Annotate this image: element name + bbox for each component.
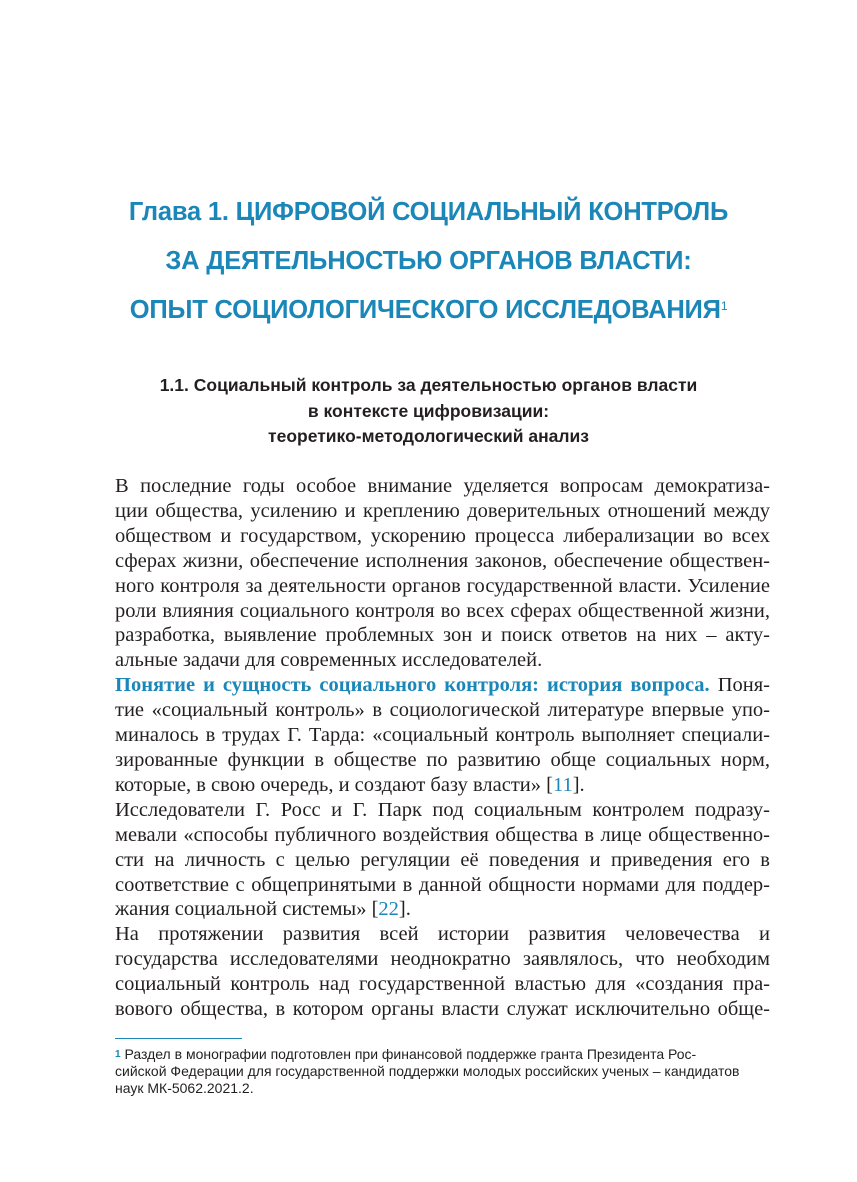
p4-line-4: вового общества, в котором органы власти служат исключительно обще-	[115, 998, 770, 1021]
p2-heading: Понятие и сущность социального контроля: история вопроса.	[115, 674, 710, 697]
chapter-title-line-2: ЗА ДЕЯТЕЛЬНОСТЬЮ ОРГАНОВ ВЛАСТИ:	[165, 247, 692, 275]
p4-line-3: социальный контроль над государственной властью для «создания пра-	[115, 973, 770, 996]
p4-line-1: На протяжении развития всей истории развития человечества и	[115, 923, 770, 946]
section-title-line-1: 1.1. Социальный контроль за деятельностью органов власти	[159, 375, 698, 395]
citation-11[interactable]: 11	[552, 773, 573, 796]
footnote-line-1-text: Раздел в монографии подготовлен при финансовой поддержке гранта Президента Рос-	[124, 1046, 697, 1062]
p2-line-4: зированные функции в обществе по развитию обще социальных норм,	[115, 748, 770, 771]
p2-line-5	[115, 773, 770, 798]
p1-line-4: сферах жизни, обеспечение исполнения законов, обеспечение обществен-	[115, 549, 770, 572]
p2-line-5-end: ].	[572, 773, 585, 796]
paragraph-1	[115, 474, 770, 673]
p2-line-5-text: которые, в свою очередь, и создают базу власти» [	[115, 773, 553, 796]
chapter-title-line-3-text: ОПЫТ СОЦИОЛОГИЧЕСКОГО ИССЛЕДОВАНИЯ	[129, 296, 721, 324]
p1-line-1	[115, 474, 770, 499]
p1-line-8: альные задачи для современных исследователей.	[115, 649, 543, 672]
p3-line-5-text: жания социальной системы» [	[115, 898, 379, 921]
footnote-line-3: наук МК-5062.2021.2.	[115, 1080, 254, 1096]
p3-line-3: сти на личность с целью регуляции её поведения и приведения его в	[115, 848, 770, 871]
chapter-title	[0, 188, 857, 335]
p2-line-1	[115, 673, 770, 698]
p1-line-7: разработка, выявление проблемных зон и поиск ответов на них – акту-	[115, 624, 770, 647]
chapter-title-line-1: Глава 1. ЦИФРОВОЙ СОЦИАЛЬНЫЙ КОНТРОЛЬ	[128, 198, 729, 226]
body-text	[115, 474, 770, 1022]
p3-line-5	[115, 897, 770, 922]
p3-line-4: соответствие с общепринятыми в данной общности нормами для поддер-	[115, 873, 770, 896]
p1-line-3: обществом и государством, ускорению процесса либерализации во всех	[115, 524, 770, 547]
p1-line-1-text: В последние годы особое внимание уделяется вопросам демократиза-	[115, 475, 770, 497]
citation-22[interactable]: 22	[378, 898, 399, 921]
paragraph-3	[115, 798, 770, 923]
chapter-footnote-mark[interactable]: 1	[720, 299, 728, 313]
p2-line-1-rest: Поня-	[717, 674, 770, 697]
p3-line-5-end: ].	[398, 898, 411, 921]
p2-line-3: миналось в трудах Г. Тарда: «социальный контроль выполняет специали-	[115, 724, 770, 747]
paragraph-4	[115, 922, 770, 1022]
footnote	[115, 1046, 770, 1097]
p3-line-2: мевали «способы публичного воздействия общества в лице общественно-	[115, 823, 770, 846]
footnote-line-2: сийской Федерации для государственной поддержки молодых российских ученых – кандидатов	[115, 1063, 740, 1079]
p3-line-1: Исследователи Г. Росс и Г. Парк под социальным контролем подразу-	[115, 798, 770, 821]
footnote-divider	[115, 1038, 242, 1039]
section-title-line-2: в контексте цифровизации:	[307, 400, 550, 421]
p1-line-6: роли влияния социального контроля во всех сферах общественной жизни,	[115, 599, 770, 622]
paragraph-2	[115, 673, 770, 798]
chapter-title-line-3	[0, 286, 857, 335]
section-title-line-3: теоретико-методологический анализ	[268, 426, 589, 446]
p4-line-2: государства исследователями неоднократно заявлялось, что необходим	[115, 948, 770, 971]
p1-line-5: ного контроля за деятельности органов государственной власти. Усиление	[115, 574, 770, 597]
p1-line-2: ции общества, усилению и креплению доверительных отношений между	[115, 499, 770, 522]
section-title	[0, 373, 857, 450]
footnote-line-1	[115, 1046, 770, 1063]
p2-line-2: тие «социальный контроль» в социологической литературе впервые упо-	[115, 699, 770, 722]
footnote-mark: 1	[115, 1049, 121, 1060]
